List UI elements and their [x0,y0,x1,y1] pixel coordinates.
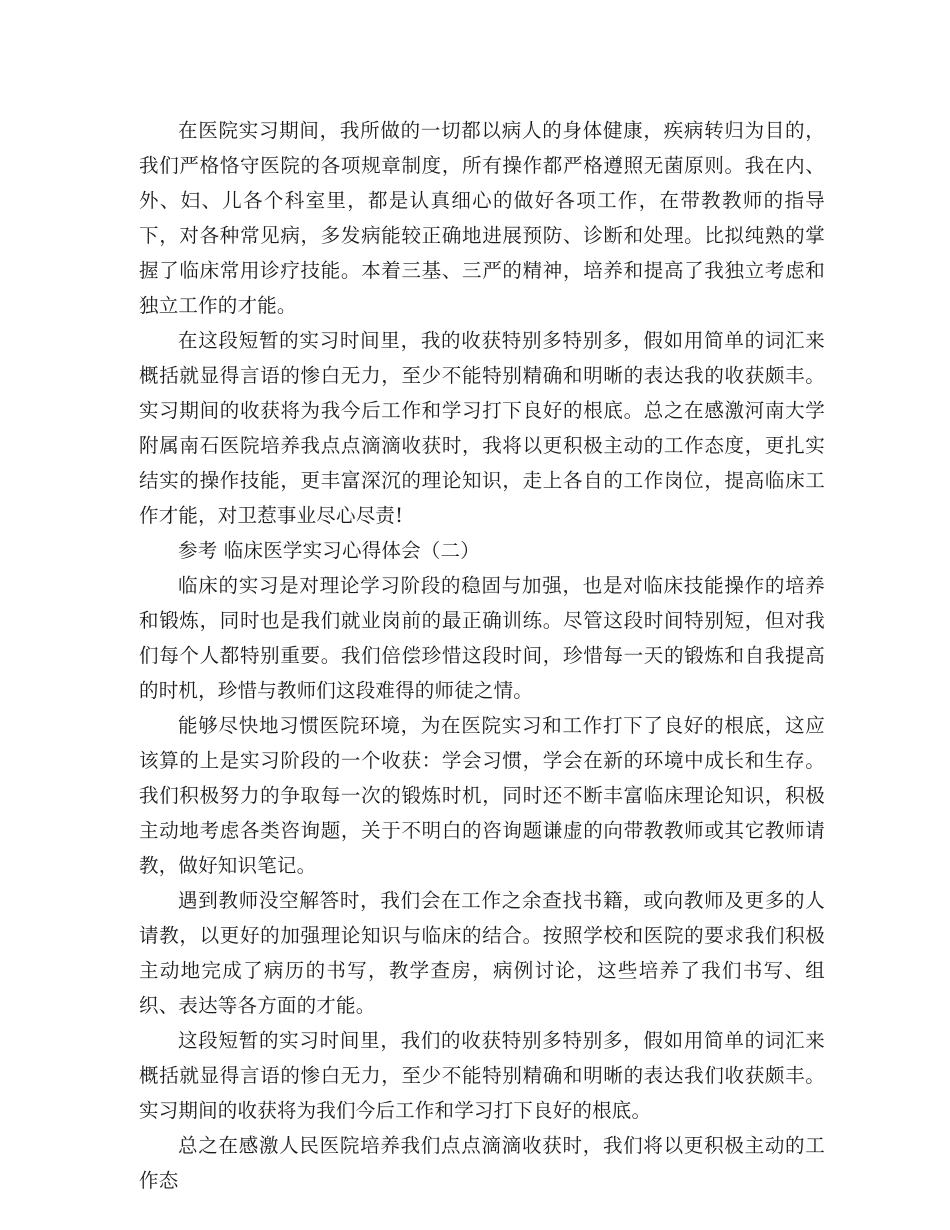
document-body [139,113,825,1198]
paragraph-internship-conduct: 在医院实习期间，我所做的一切都以病人的身体健康，疾病转归为目的，我们严格恪守医院的各项规章制度，所有操作都严格遵照无菌原则。我在内、外、妇、儿各个科室里，都是认真细心的做好各项工作，在带教教师的指导下，对各种常见病，多发病能较正确地进展预防、诊断和处理。比拟纯熟的掌握了临床常用诊疗技能。本着三基、三严的精神，培养和提高了我独立考虑和独立工作的才能。 [139,119,825,317]
paragraph-internship-gains: 在这段短暂的实习时间里，我的收获特别多特别多，假如用简单的词汇来概括就显得言语的惨白无力，至少不能特别精确和明晰的表达我的收获颇丰。实习期间的收获将为我今后工作和学习打下良好的根底。总之在感激河南大学附属南石医院培养我点点滴滴收获时，我将以更积极主动的工作态度，更扎实结实的操作技能，更丰富深沉的理论知识，走上各自的工作岗位，提高临床工作才能，对卫惹事业尽心尽责! [139,329,825,527]
paragraph-short-internship: 这段短暂的实习时间里，我们的收获特别多特别多，假如用简单的词汇来概括就显得言语的惨白无力，至少不能特别精确和明晰的表达我们收获颇丰。实习期间的收获将为我们今后工作和学习打下良好的根底。 [139,1029,825,1122]
section-heading: 参考 临床医学实习心得体会（二） [178,539,480,562]
paragraph-adapting-environment: 能够尽快地习惯医院环境，为在医院实习和工作打下了良好的根底，这应该算的上是实习阶段的一个收获：学会习惯，学会在新的环境中成长和生存。我们积极努力的争取每一次的锻炼时机，同时还不断丰富临床理论知识，积极主动地考虑各类咨询题，关于不明白的咨询题谦虚的向带教教师或其它教师请教，做好知识笔记。 [139,714,825,877]
paragraph-conclusion: 总之在感激人民医院培养我们点点滴滴收获时，我们将以更积极主动的工作态 [139,1134,825,1192]
paragraph-clinical-practice: 临床的实习是对理论学习阶段的稳固与加强，也是对临床技能操作的培养和锻炼，同时也是我们就业岗前的最正确训练。尽管这段时间特别短，但对我们每个人都特别重要。我们倍偿珍惜这段时间，珍惜每一天的锻炼和自我提高的时机，珍惜与教师们这段难得的师徒之情。 [139,574,825,702]
paragraph-self-study: 遇到教师没空解答时，我们会在工作之余查找书籍，或向教师及更多的人请教，以更好的加强理论知识与临床的结合。按照学校和医院的要求我们积极主动地完成了病历的书写，教学查房，病例讨论，这些培养了我们书写、组织、表达等各方面的才能。 [139,889,825,1017]
